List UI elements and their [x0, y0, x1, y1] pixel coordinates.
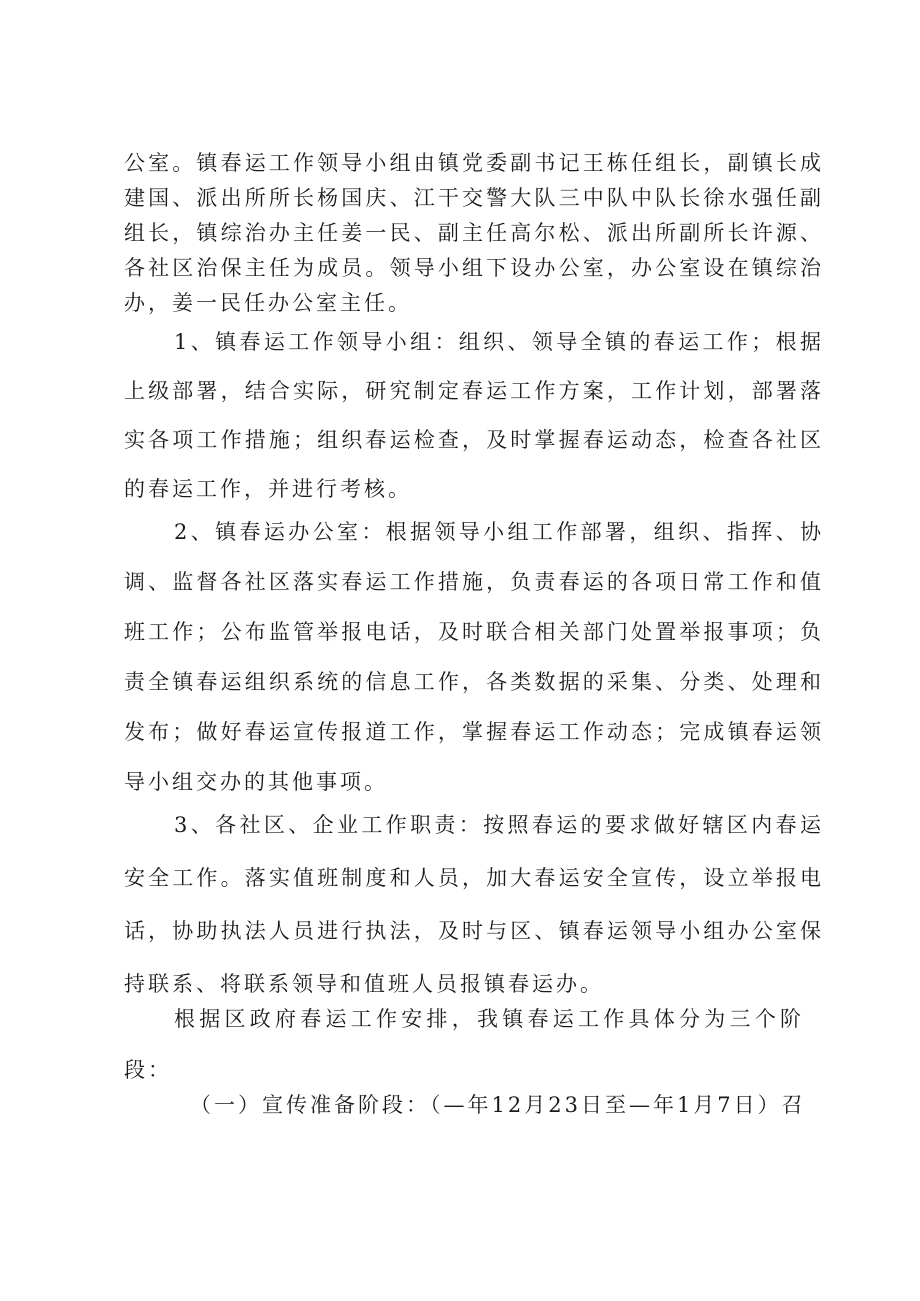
- paragraph-leading-group: [124, 146, 824, 321]
- paragraph-phase-one: [124, 1083, 824, 1127]
- paragraph-leader-group-duties: [124, 318, 824, 514]
- paragraph: 根据区政府春运工作安排，我镇春运工作具体分为三个阶段：: [124, 1007, 804, 1082]
- paragraph: 2、镇春运办公室：根据领导小组工作部署，组织、指挥、协调、监督各社区落实春运工作措施，负责春运的各项日常工作和值班工作；公布监管举报电话，及时联合相关部门处置举报事项；负责全镇春运组织系统的信息工作，各类数据的采集、分类、处理和发布；做好春运宣传报道工作，掌握春运工作动态；完成镇春运领导小组交办的其他事项。: [124, 520, 824, 794]
- paragraph: 公室。镇春运工作领导小组由镇党委副书记王栋任组长，副镇长成建国、派出所所长杨国庆、江干交警大队三中队中队长徐水强任副组长，镇综治办主任姜一民、副主任高尔松、派出所副所长许源、各社区治保主任为成员。领导小组下设办公室，办公室设在镇综治办，姜一民任办公室主任。: [124, 151, 824, 315]
- paragraph: 1、镇春运工作领导小组：组织、领导全镇的春运工作；根据上级部署，结合实际，研究制定春运工作方案，工作计划，部署落实各项工作措施；组织春运检查，及时掌握春运动态，检查各社区的春运工作，并进行考核。: [124, 330, 824, 501]
- paragraph-community-duties: [124, 799, 824, 1011]
- paragraph-office-duties: [124, 507, 824, 807]
- paragraph-phases-intro: [124, 994, 804, 1096]
- paragraph: 3、各社区、企业工作职责：按照春运的要求做好辖区内春运安全工作。落实值班制度和人员，加大春运安全宣传，设立举报电话，协助执法人员进行执法，及时与区、镇春运领导小组办公室保持联系、将联系领导和值班人员报镇春运办。: [124, 813, 824, 996]
- paragraph: （一）宣传准备阶段：（—年12月23日至—年1月7日）召: [190, 1093, 806, 1117]
